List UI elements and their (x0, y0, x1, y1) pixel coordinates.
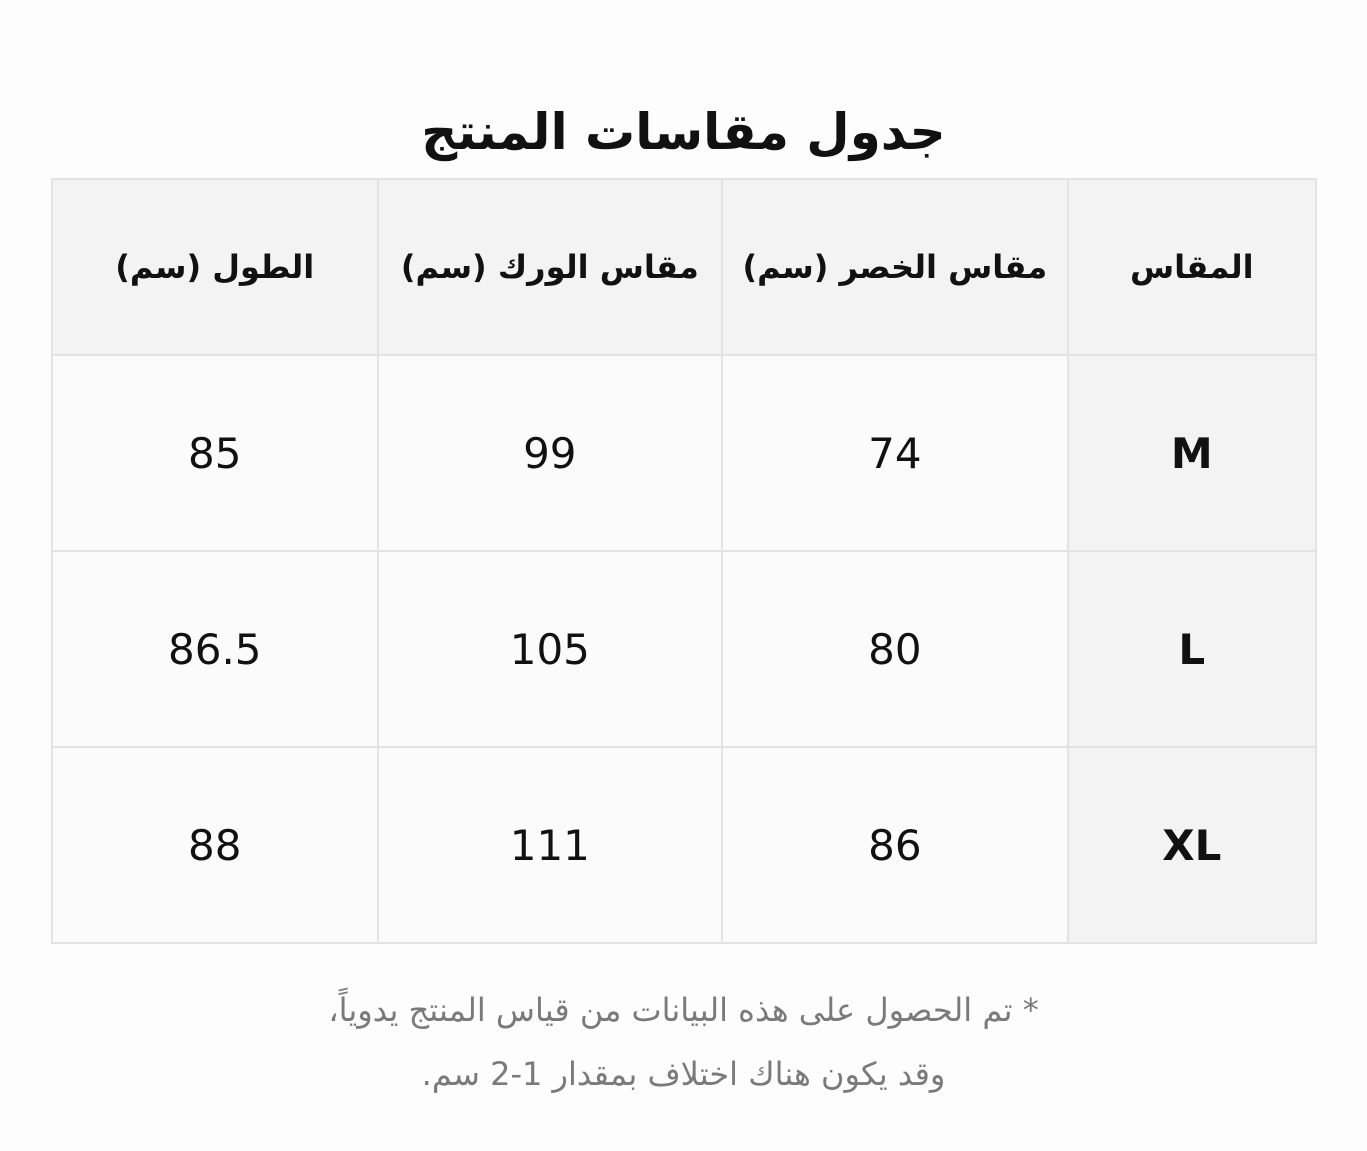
note-line-1: * تم الحصول على هذه البيانات من قياس المنتج يدوياً، (328, 991, 1039, 1029)
cell-waist: 86 (722, 747, 1068, 943)
cell-size: M (1068, 355, 1316, 551)
cell-length: 86.5 (52, 551, 378, 747)
cell-length: 88 (52, 747, 378, 943)
header-length: الطول (سم) (52, 179, 378, 355)
cell-hip: 99 (378, 355, 723, 551)
cell-waist: 74 (722, 355, 1068, 551)
measurement-note (0, 978, 1367, 1106)
size-chart-table (51, 178, 1317, 944)
header-size: المقاس (1068, 179, 1316, 355)
header-hip: مقاس الورك (سم) (378, 179, 723, 355)
table-header-row (52, 179, 1316, 355)
cell-size: L (1068, 551, 1316, 747)
cell-size: XL (1068, 747, 1316, 943)
page-title: جدول مقاسات المنتج (421, 102, 946, 161)
cell-hip: 111 (378, 747, 723, 943)
table-row (52, 747, 1316, 943)
header-waist: مقاس الخصر (سم) (722, 179, 1068, 355)
cell-waist: 80 (722, 551, 1068, 747)
cell-hip: 105 (378, 551, 723, 747)
table-row (52, 355, 1316, 551)
note-line-2: وقد يكون هناك اختلاف بمقدار 1-2 سم. (421, 1055, 946, 1093)
table-row (52, 551, 1316, 747)
cell-length: 85 (52, 355, 378, 551)
